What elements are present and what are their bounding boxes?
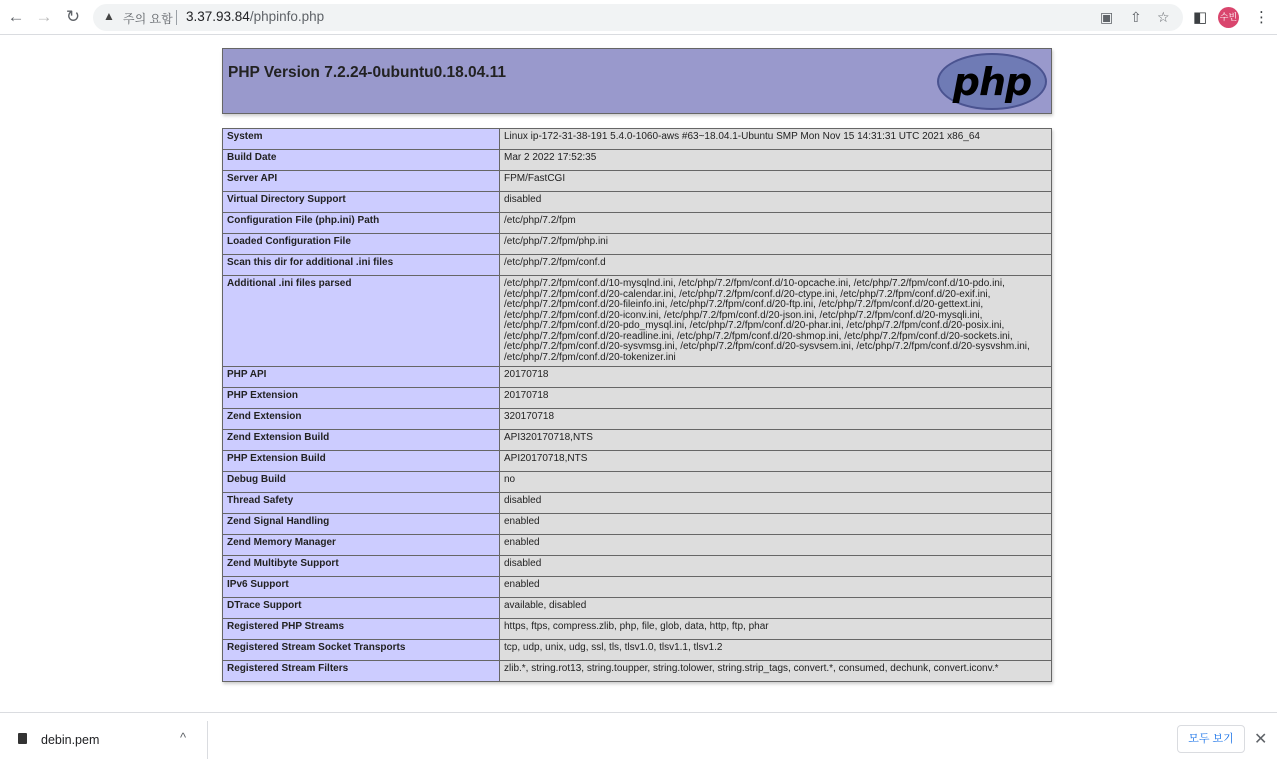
row-label: Debug Build [223,472,500,493]
row-value: available, disabled [500,598,1052,619]
row-value: Mar 2 2022 17:52:35 [500,150,1052,171]
divider [207,721,208,759]
row-label: Loaded Configuration File [223,234,500,255]
table-row [223,171,1052,192]
row-label: Configuration File (php.ini) Path [223,213,500,234]
table-row [223,234,1052,255]
table-row [223,472,1052,493]
side-panel-icon[interactable]: ◧ [1193,9,1208,26]
table-row [223,493,1052,514]
row-label: Registered Stream Filters [223,661,500,682]
page-title: PHP Version 7.2.24-0ubuntu0.18.04.11 [228,64,506,81]
row-label: PHP Extension [223,388,500,409]
url-text[interactable] [186,9,324,24]
table-row [223,661,1052,682]
table-row [223,451,1052,472]
row-value: enabled [500,535,1052,556]
address-bar[interactable] [93,4,1183,31]
warning-icon[interactable]: ▲ [103,9,115,23]
row-value: /etc/php/7.2/fpm/conf.d/10-mysqlnd.ini, /etc/php/7.2/fpm/conf.d/10-opcache.ini, /etc/php/7.2/fpm/conf.d/10-pdo.ini, /etc/php/7.2/fpm/conf.d/20-calendar.ini, /etc/php/7.2/fpm/conf.d/20-ctype.ini, /etc/php/7.2/fpm/conf.d/20-exif.ini, /etc/php/7.2/fpm/conf.d/20-fileinfo.ini, /etc/php/7.2/fpm/conf.d/20-ftp.ini, /etc/php/7.2/fpm/conf.d/20-gettext.ini, /etc/php/7.2/fpm/conf.d/20-iconv.ini, /etc/php/7.2/fpm/conf.d/20-json.ini, /etc/php/7.2/fpm/conf.d/20-mysqli.ini, /etc/php/7.2/fpm/conf.d/20-pdo_mysql.ini, /etc/php/7.2/fpm/conf.d/20-phar.ini, /etc/php/7.2/fpm/conf.d/20-posix.ini, /etc/php/7.2/fpm/conf.d/20-readline.ini, /etc/php/7.2/fpm/conf.d/20-shmop.ini, /etc/php/7.2/fpm/conf.d/20-sockets.ini, /etc/php/7.2/fpm/conf.d/20-sysvmsg.ini, /etc/php/7.2/fpm/conf.d/20-sysvsem.ini, /etc/php/7.2/fpm/conf.d/20-sysvshm.ini, /etc/php/7.2/fpm/conf.d/20-tokenizer.ini [500,276,1052,367]
row-value: disabled [500,493,1052,514]
row-label: DTrace Support [223,598,500,619]
row-value: disabled [500,556,1052,577]
php-version-header [222,48,1052,114]
row-label: Zend Extension [223,409,500,430]
download-file-name[interactable]: debin.pem [41,733,100,747]
table-row [223,409,1052,430]
table-row [223,556,1052,577]
translate-icon[interactable]: ▣ [1100,9,1114,25]
table-row [223,514,1052,535]
bookmark-star-icon[interactable]: ☆ [1157,9,1170,25]
security-warning-label[interactable]: 주의 요함 [123,12,173,26]
row-value: API20170718,NTS [500,451,1052,472]
row-label: Build Date [223,150,500,171]
row-label: Zend Signal Handling [223,514,500,535]
row-value: API320170718,NTS [500,430,1052,451]
row-value: /etc/php/7.2/fpm/conf.d [500,255,1052,276]
row-label: System [223,129,500,150]
row-value: /etc/php/7.2/fpm/php.ini [500,234,1052,255]
share-icon[interactable]: ⇧ [1130,9,1142,25]
row-value: disabled [500,192,1052,213]
table-row [223,255,1052,276]
divider [176,10,177,25]
file-icon [18,733,27,744]
row-value: 20170718 [500,388,1052,409]
row-label: Zend Extension Build [223,430,500,451]
row-label: Thread Safety [223,493,500,514]
table-row [223,129,1052,150]
profile-avatar[interactable]: 수빈 [1218,7,1239,28]
row-value: FPM/FastCGI [500,171,1052,192]
table-row [223,388,1052,409]
download-bar [0,712,1277,764]
row-label: PHP API [223,367,500,388]
row-value: Linux ip-172-31-38-191 5.4.0-1060-aws #63~18.04.1-Ubuntu SMP Mon Nov 15 14:31:31 UTC 2021 x86_64 [500,129,1052,150]
table-row [223,619,1052,640]
back-icon[interactable]: ← [7,7,25,26]
url-host: 3.37.93.84 [186,9,250,24]
row-label: Registered Stream Socket Transports [223,640,500,661]
row-value: no [500,472,1052,493]
table-row [223,150,1052,171]
table-row [223,213,1052,234]
row-label: PHP Extension Build [223,451,500,472]
row-value: tcp, udp, unix, udg, ssl, tls, tlsv1.0, tlsv1.1, tlsv1.2 [500,640,1052,661]
phpinfo-table [222,128,1052,682]
table-row [223,367,1052,388]
table-row [223,535,1052,556]
table-row [223,430,1052,451]
browser-toolbar [0,0,1277,35]
row-value: enabled [500,514,1052,535]
row-value: enabled [500,577,1052,598]
row-value: 320170718 [500,409,1052,430]
url-path: /phpinfo.php [249,9,325,24]
row-value: https, ftps, compress.zlib, php, file, glob, data, http, ftp, phar [500,619,1052,640]
show-all-button[interactable]: 모두 보기 [1177,725,1245,753]
row-label: Zend Multibyte Support [223,556,500,577]
row-label: Zend Memory Manager [223,535,500,556]
table-row [223,192,1052,213]
close-icon[interactable]: ✕ [1254,731,1268,748]
table-row [223,598,1052,619]
php-logo: php [937,53,1047,110]
row-label: Server API [223,171,500,192]
table-row [223,577,1052,598]
forward-icon[interactable]: → [35,7,53,26]
row-value: /etc/php/7.2/fpm [500,213,1052,234]
more-menu-icon[interactable]: ⋮ [1254,9,1269,26]
row-label: Scan this dir for additional .ini files [223,255,500,276]
row-label: Additional .ini files parsed [223,276,500,367]
row-value: zlib.*, string.rot13, string.toupper, string.tolower, string.strip_tags, convert.*, consumed, dechunk, convert.iconv.* [500,661,1052,682]
page-content [0,36,1277,712]
row-label: Virtual Directory Support [223,192,500,213]
chevron-up-icon[interactable]: ^ [180,730,187,745]
row-value: 20170718 [500,367,1052,388]
reload-icon[interactable]: ↻ [65,7,81,26]
table-row [223,276,1052,367]
table-row [223,640,1052,661]
row-label: Registered PHP Streams [223,619,500,640]
row-label: IPv6 Support [223,577,500,598]
